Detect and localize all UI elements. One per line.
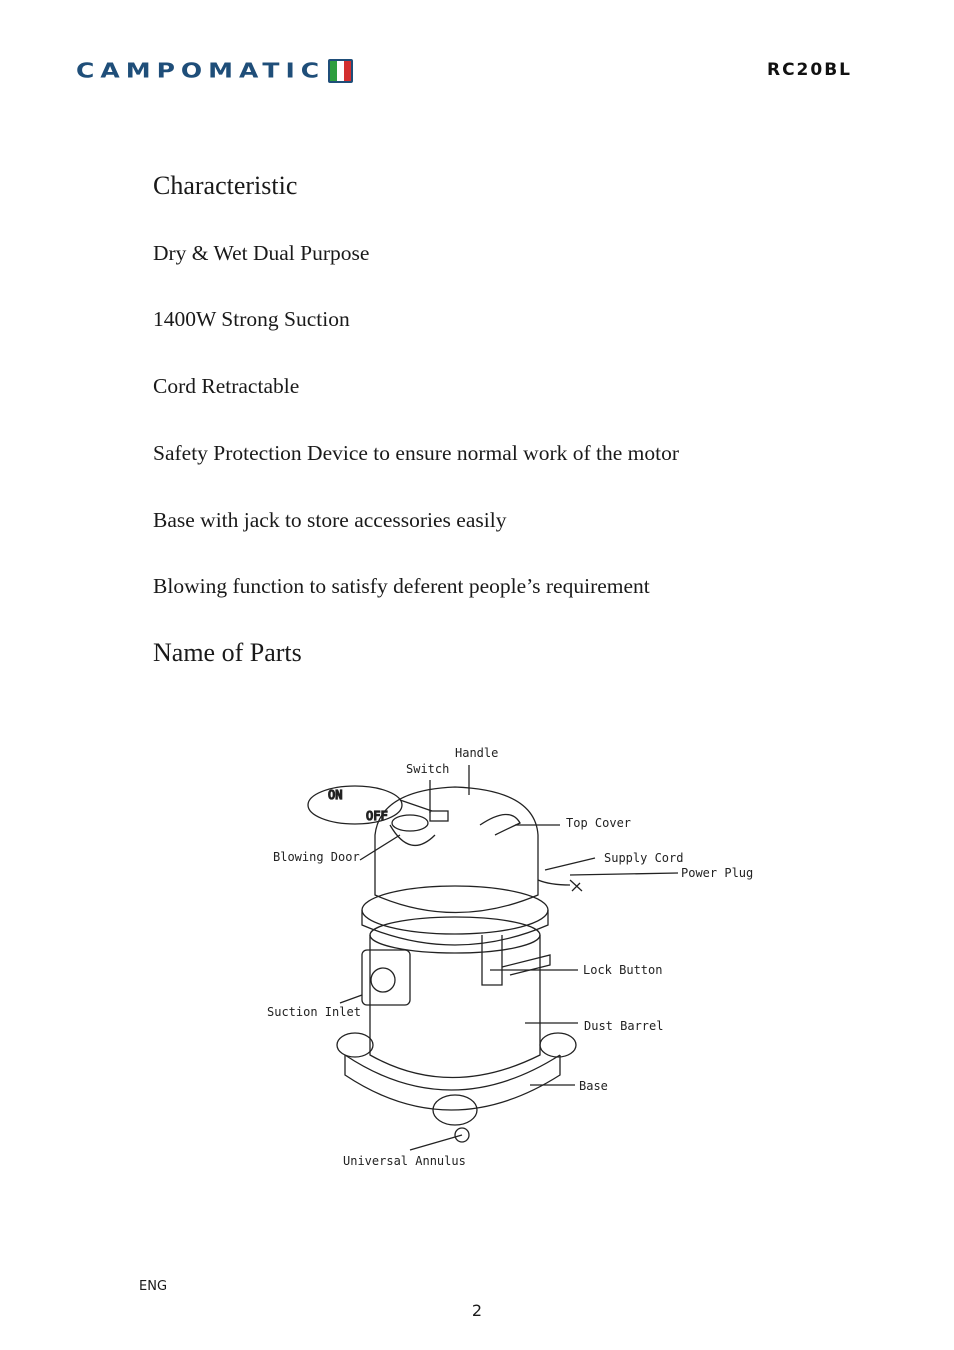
feature-item: 1400W Strong Suction <box>153 307 350 331</box>
characteristic-heading: Characteristic <box>153 171 298 200</box>
feature-item: Blowing function to satisfy deferent people’s requirement <box>153 574 650 598</box>
label-lock-button: Lock Button <box>583 963 663 977</box>
brand-logo <box>76 56 353 85</box>
feature-item: Safety Protection Device to ensure normal work of the motor <box>153 441 680 465</box>
parts-heading: Name of Parts <box>153 638 302 667</box>
label-top-cover: Top Cover <box>566 816 632 830</box>
switch-off-label: OFF <box>366 809 388 823</box>
label-suction-inlet: Suction Inlet <box>267 1005 361 1019</box>
label-base: Base <box>579 1079 608 1093</box>
page-number: 2 <box>471 1301 483 1320</box>
feature-item: Base with jack to store accessories easily <box>153 508 507 532</box>
label-blowing-door: Blowing Door <box>273 850 360 864</box>
feature-item: Cord Retractable <box>153 374 300 398</box>
language-label: ENG <box>139 1279 168 1294</box>
model-number: RC20BL <box>766 60 852 80</box>
vacuum-cleaner-diagram <box>250 735 770 1185</box>
feature-item: Dry & Wet Dual Purpose <box>153 241 370 265</box>
brand-name: CAMPOMATIC <box>76 58 326 83</box>
label-switch: Switch <box>406 762 450 776</box>
label-handle: Handle <box>455 746 499 760</box>
label-power-plug: Power Plug <box>681 866 754 880</box>
label-supply-cord: Supply Cord <box>604 851 684 865</box>
label-dust-barrel: Dust Barrel <box>584 1019 664 1033</box>
label-universal-annulus: Universal Annulus <box>343 1154 466 1168</box>
italian-flag-icon <box>328 59 353 83</box>
switch-on-label: ON <box>328 788 343 802</box>
